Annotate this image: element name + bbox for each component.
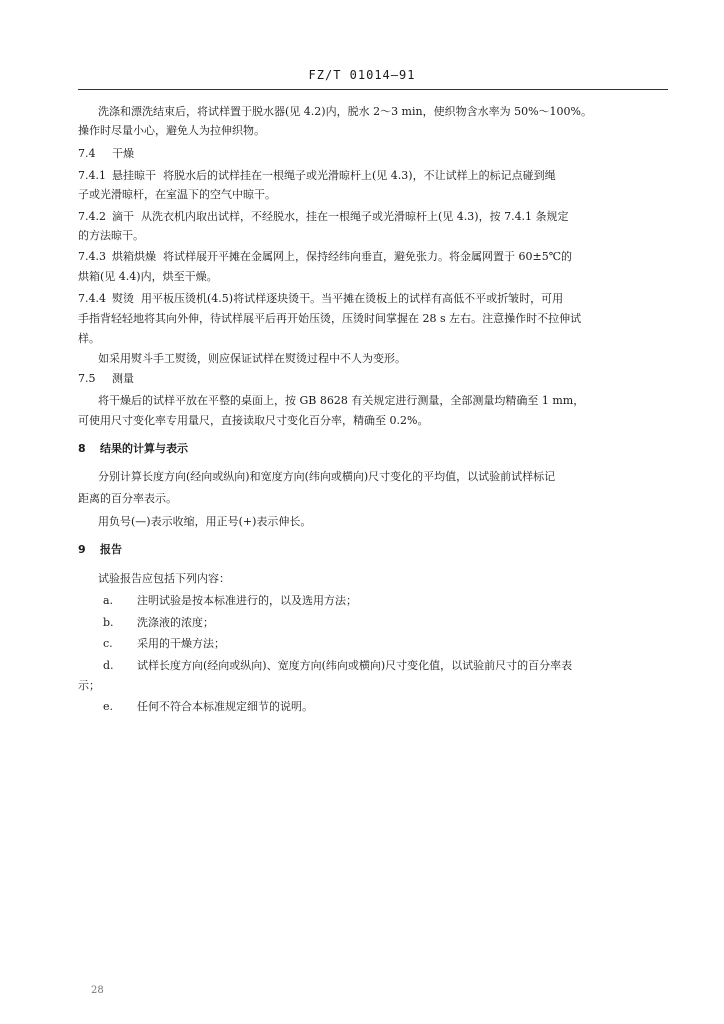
report-item-c <box>103 637 225 651</box>
section-number: 8 <box>78 442 86 455</box>
section-7-4-1-line-2: 子或光滑晾杆，在室温下的空气中晾干。 <box>78 188 276 201</box>
section-title: 结果的计算与表示 <box>100 442 188 455</box>
item-text: 试样长度方向(经向或纵向)、宽度方向(纬向或横向)尺寸变化值，以试验前尺寸的百分率表 <box>137 659 573 672</box>
section-number: 7.4.1 <box>78 169 106 182</box>
item-text: 洗涤液的浓度； <box>137 616 214 629</box>
section-text: 将试样展开平摊在金属网上，保持经纬向垂直，避免张力。将金属网置于 60±5℃的 <box>163 250 573 263</box>
section-9-intro: 试验报告应包括下列内容： <box>98 572 230 585</box>
section-number: 7.5 <box>78 372 96 385</box>
section-7-4-3-line-2: 烘箱(见 4.4)内，烘至干燥。 <box>78 270 218 283</box>
section-title: 烘箱烘燥 <box>112 250 156 263</box>
item-label: b. <box>103 616 114 629</box>
section-7-5-line-2: 可使用尺寸变化率专用量尺，直接读取尺寸变化百分率，精确至 0.2%。 <box>78 414 429 427</box>
section-7-4-heading <box>78 147 134 161</box>
item-text: 注明试验是按本标准进行的，以及选用方法； <box>137 594 357 607</box>
section-title: 干燥 <box>112 147 134 160</box>
item-text: 采用的干燥方法； <box>137 637 225 650</box>
section-number: 7.4.4 <box>78 292 106 305</box>
section-8-line-3: 用负号(—)表示收缩，用正号(+)表示伸长。 <box>98 515 312 528</box>
para-7-3-line-1: 洗涤和漂洗结束后，将试样置于脱水器(见 4.2)内，脱水 2～3 min，使织物含水率为 50%～100%。 <box>98 105 592 118</box>
section-text: 从洗衣机内取出试样，不经脱水，挂在一根绳子或光滑晾杆上(见 4.3)，按 7.4.1 条规定 <box>141 210 569 223</box>
section-8-line-2: 距离的百分率表示。 <box>78 492 177 505</box>
section-title: 悬挂晾干 <box>112 169 156 182</box>
section-7-4-1-line-1 <box>78 169 556 183</box>
report-item-e <box>103 700 313 714</box>
section-text: 将脱水后的试样挂在一根绳子或光滑晾杆上(见 4.3)，不让试样上的标记点碰到绳 <box>163 169 556 182</box>
section-7-4-2-line-1 <box>78 210 569 224</box>
section-7-4-2-line-2: 的方法晾干。 <box>78 229 144 242</box>
report-item-d-continuation: 示； <box>78 679 100 692</box>
section-7-4-3-line-1 <box>78 250 572 264</box>
section-7-4-4-line-3: 样。 <box>78 332 100 345</box>
section-title: 熨烫 <box>112 292 134 305</box>
section-8-line-1: 分别计算长度方向(经向或纵向)和宽度方向(纬向或横向)尺寸变化的平均值，以试验前试样标记 <box>98 470 556 483</box>
section-number: 7.4.3 <box>78 250 106 263</box>
section-title: 滴干 <box>112 210 134 223</box>
section-number: 9 <box>78 543 86 556</box>
item-label: e. <box>103 700 114 713</box>
section-7-5-heading <box>78 372 134 386</box>
page-number: 28 <box>91 985 104 996</box>
section-text: 用平板压烫机(4.5)将试样逐块烫干。当平摊在烫板上的试样有高低不平或折皱时，可用 <box>141 292 564 305</box>
section-title: 测量 <box>112 372 134 385</box>
para-7-3-line-2: 操作时尽量小心，避免人为拉伸织物。 <box>78 124 265 137</box>
report-item-a <box>103 594 357 608</box>
section-8-heading <box>78 442 188 456</box>
section-7-4-4-line-1 <box>78 292 563 306</box>
section-7-5-line-1: 将干燥后的试样平放在平整的桌面上，按 GB 8628 有关规定进行测量，全部测量均精确至 1 mm， <box>98 394 585 407</box>
section-number: 7.4 <box>78 147 96 160</box>
item-label: a. <box>103 594 114 607</box>
item-text: 任何不符合本标准规定细节的说明。 <box>137 700 313 713</box>
section-7-4-4-line-2: 手指背轻轻地将其向外伸，待试样展平后再开始压烫，压烫时间掌握在 28 s 左右。注意操作时不拉伸试 <box>78 312 582 325</box>
header-rule <box>78 89 668 90</box>
section-9-heading <box>78 543 122 557</box>
item-label: c. <box>103 637 113 650</box>
report-item-b <box>103 616 214 630</box>
section-number: 7.4.2 <box>78 210 106 223</box>
section-7-4-4-note: 如采用熨斗手工熨烫，则应保证试样在熨烫过程中不人为变形。 <box>98 352 406 365</box>
document-code-header: FZ/T 01014—91 <box>308 68 416 82</box>
section-title: 报告 <box>100 543 122 556</box>
report-item-d <box>103 659 572 673</box>
item-label: d. <box>103 659 114 672</box>
